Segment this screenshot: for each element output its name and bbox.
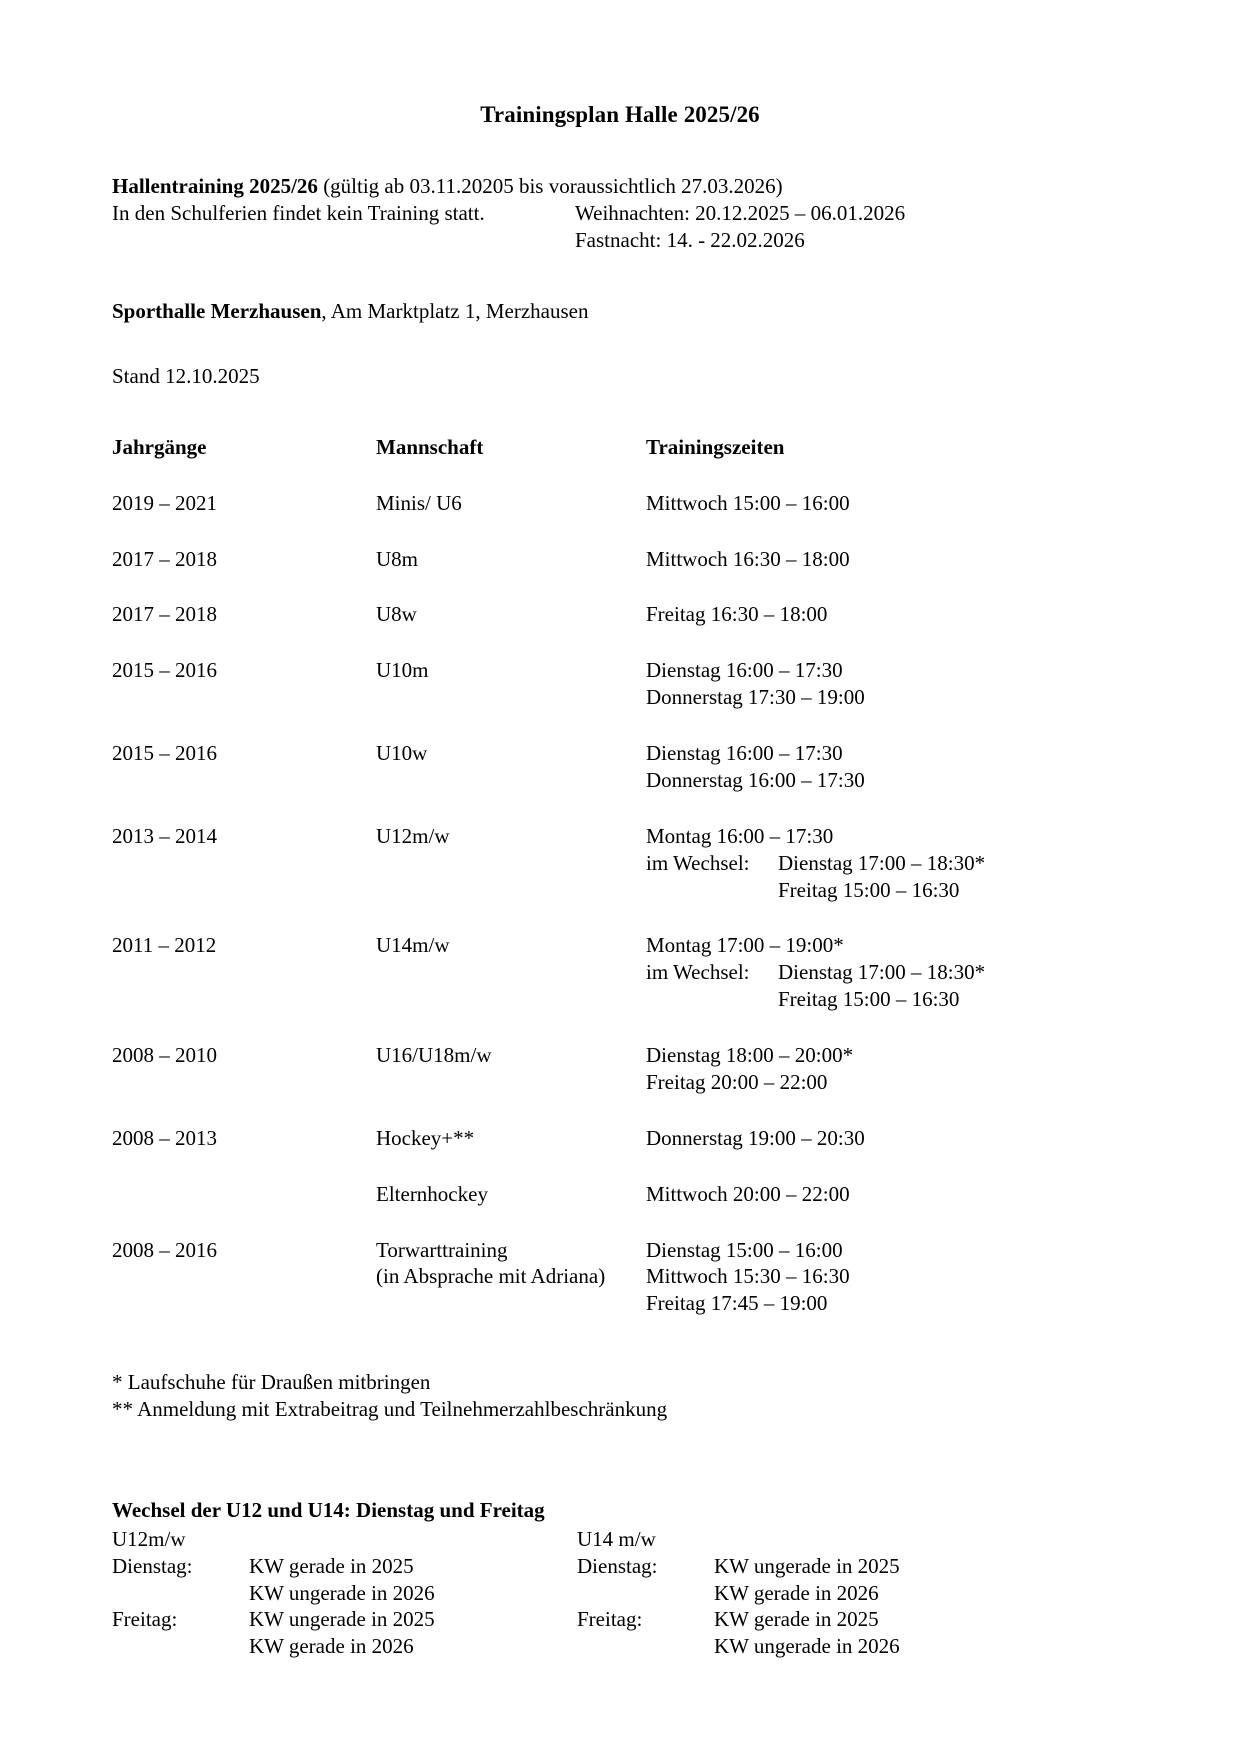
table-body [112, 490, 1128, 1347]
cell-team [376, 1125, 646, 1181]
training-time: Dienstag 15:00 – 16:00 [646, 1237, 843, 1262]
cell-times [646, 823, 1128, 933]
cell-times [646, 932, 1128, 1042]
rotation-day: Freitag: [577, 1607, 643, 1632]
cell-times [646, 546, 1128, 602]
cell-times [646, 1042, 1128, 1125]
table-head [112, 434, 1128, 490]
rotation-time: Freitag 15:00 – 16:30 [778, 877, 960, 902]
cell-years: 2015 – 2016 [112, 658, 217, 683]
cell-years: 2013 – 2014 [112, 823, 217, 848]
rotation-week-values [249, 1553, 577, 1607]
rotation-week-value: KW gerade in 2026 [249, 1634, 414, 1659]
column-header-years: Jahrgänge [112, 434, 207, 459]
rotation-week-value: KW ungerade in 2025 [714, 1553, 900, 1578]
intro-block [112, 173, 1128, 254]
rotation-week-values [249, 1606, 577, 1660]
rotation-day-row [577, 1606, 1042, 1660]
rotation-week-value: KW ungerade in 2026 [249, 1580, 435, 1605]
validity-range: (gültig ab 03.11.20205 bis voraussichtlich 27.03.2026) [317, 174, 783, 199]
training-schedule-table [112, 434, 1128, 1346]
training-time: Freitag 16:30 – 18:00 [646, 602, 828, 627]
cell-team [376, 823, 646, 933]
page-title: Trainingsplan Halle 2025/26 [480, 102, 760, 127]
team-name: Elternhockey [376, 1181, 488, 1206]
cell-years: 2015 – 2016 [112, 741, 217, 766]
column-header-times: Trainingszeiten [646, 434, 785, 459]
rotation-week-value: KW gerade in 2025 [714, 1607, 879, 1632]
training-time: Dienstag 16:00 – 17:30 [646, 658, 843, 683]
footnotes-block [112, 1369, 1128, 1423]
rotation-week-value: KW ungerade in 2025 [249, 1607, 435, 1632]
rotation-day: Freitag: [112, 1607, 178, 1632]
table-row [112, 1237, 1128, 1347]
rotation-day-row [112, 1606, 577, 1660]
column-header-team: Mannschaft [376, 434, 484, 459]
team-note: (in Absprache mit Adriana) [376, 1264, 606, 1289]
footnote-single-asterisk: * Laufschuhe für Draußen mitbringen [112, 1370, 431, 1395]
cell-times [646, 657, 1128, 740]
rotation-heading: Wechsel der U12 und U14: Dienstag und Freitag [112, 1497, 545, 1522]
rotation-time: Freitag 15:00 – 16:30 [778, 987, 960, 1012]
team-name: U10m [376, 658, 429, 683]
cell-times [646, 1181, 1128, 1237]
team-name: U8m [376, 546, 418, 571]
rotation-columns [112, 1526, 1128, 1660]
cell-years: 2008 – 2010 [112, 1043, 217, 1068]
cell-team [376, 1042, 646, 1125]
rotation-day-row [112, 1553, 577, 1607]
table-row [112, 1181, 1128, 1237]
table-row [112, 740, 1128, 823]
rotation-week-values [714, 1606, 1042, 1660]
table-row [112, 823, 1128, 933]
rotation-items [778, 959, 1128, 1013]
cell-team [376, 1237, 646, 1347]
rotation-time: Dienstag 17:00 – 18:30* [778, 850, 986, 875]
rotation-column [577, 1526, 1042, 1660]
team-name: Hockey+** [376, 1125, 475, 1150]
team-name: U10w [376, 741, 428, 766]
cell-years: 2011 – 2012 [112, 933, 217, 958]
rotation-day: Dienstag: [577, 1553, 658, 1578]
holiday-list [575, 200, 1128, 254]
rotation-label: im Wechsel: [646, 960, 750, 985]
rotation-column [112, 1526, 577, 1660]
cell-times [646, 1125, 1128, 1181]
rotation-day: Dienstag: [112, 1553, 193, 1578]
training-time: Mittwoch 16:30 – 18:00 [646, 546, 850, 571]
validity-heading: Hallentraining 2025/26 [112, 174, 318, 199]
team-name: U12m/w [376, 823, 450, 848]
rotation-week-value: KW gerade in 2026 [714, 1580, 879, 1605]
training-time: Mittwoch 15:30 – 16:30 [646, 1264, 850, 1289]
cell-team [376, 657, 646, 740]
rotation-week-value: KW gerade in 2025 [249, 1553, 414, 1578]
cell-years: 2017 – 2018 [112, 546, 217, 571]
table-row [112, 1125, 1128, 1181]
team-name: Minis/ U6 [376, 490, 462, 515]
team-name: U16/U18m/w [376, 1043, 492, 1068]
holidays-row [112, 200, 1128, 254]
team-name: Torwarttraining [376, 1237, 508, 1262]
cell-years [112, 1181, 376, 1237]
training-time: Donnerstag 17:30 – 19:00 [646, 685, 865, 710]
cell-times [646, 490, 1128, 546]
rotation-group [646, 959, 1128, 1013]
rotation-week-values [714, 1553, 1042, 1607]
rotation-section [112, 1497, 1128, 1660]
cell-team [376, 546, 646, 602]
revision-date: Stand 12.10.2025 [112, 363, 260, 388]
table-row [112, 490, 1128, 546]
rotation-week-value: KW ungerade in 2026 [714, 1634, 900, 1659]
validity-line [112, 173, 1128, 200]
training-time: Montag 16:00 – 17:30 [646, 823, 834, 848]
cell-years: 2008 – 2016 [112, 1237, 217, 1262]
table-row [112, 932, 1128, 1042]
training-time: Montag 17:00 – 19:00* [646, 933, 844, 958]
cell-team [376, 740, 646, 823]
no-training-note: In den Schulferien findet kein Training statt. [112, 201, 485, 226]
rotation-team-label: U12m/w [112, 1526, 186, 1551]
holiday-carnival: Fastnacht: 14. - 22.02.2026 [575, 228, 805, 253]
table-row [112, 601, 1128, 657]
training-time: Donnerstag 19:00 – 20:30 [646, 1125, 865, 1150]
team-name: U14m/w [376, 933, 450, 958]
venue-line [112, 298, 1128, 325]
holiday-christmas: Weihnachten: 20.12.2025 – 06.01.2026 [575, 201, 906, 226]
team-name: U8w [376, 602, 417, 627]
cell-team [376, 490, 646, 546]
table-row [112, 1042, 1128, 1125]
rotation-group [646, 850, 1128, 904]
cell-years: 2008 – 2013 [112, 1125, 217, 1150]
cell-times [646, 1237, 1128, 1347]
venue-name: Sporthalle Merzhausen [112, 299, 322, 324]
cell-times [646, 601, 1128, 657]
training-time: Freitag 20:00 – 22:00 [646, 1069, 828, 1094]
cell-team [376, 601, 646, 657]
rotation-day-row [577, 1553, 1042, 1607]
cell-years: 2019 – 2021 [112, 490, 217, 515]
rotation-time: Dienstag 17:00 – 18:30* [778, 960, 986, 985]
training-time: Mittwoch 15:00 – 16:00 [646, 490, 850, 515]
cell-team [376, 1181, 646, 1237]
table-row [112, 657, 1128, 740]
training-time: Freitag 17:45 – 19:00 [646, 1291, 828, 1316]
rotation-label: im Wechsel: [646, 850, 750, 875]
table-row [112, 546, 1128, 602]
training-time: Dienstag 16:00 – 17:30 [646, 741, 843, 766]
cell-team [376, 932, 646, 1042]
table-header-row [112, 434, 1128, 490]
footnote-double-asterisk: ** Anmeldung mit Extrabeitrag und Teilnehmerzahlbeschränkung [112, 1397, 668, 1422]
rotation-team-label: U14 m/w [577, 1526, 656, 1551]
venue-address: , Am Marktplatz 1, Merzhausen [321, 299, 589, 324]
cell-years: 2017 – 2018 [112, 602, 217, 627]
training-time: Donnerstag 16:00 – 17:30 [646, 767, 865, 792]
rotation-items [778, 850, 1128, 904]
training-time: Mittwoch 20:00 – 22:00 [646, 1181, 850, 1206]
training-time: Dienstag 18:00 – 20:00* [646, 1043, 854, 1068]
cell-times [646, 740, 1128, 823]
